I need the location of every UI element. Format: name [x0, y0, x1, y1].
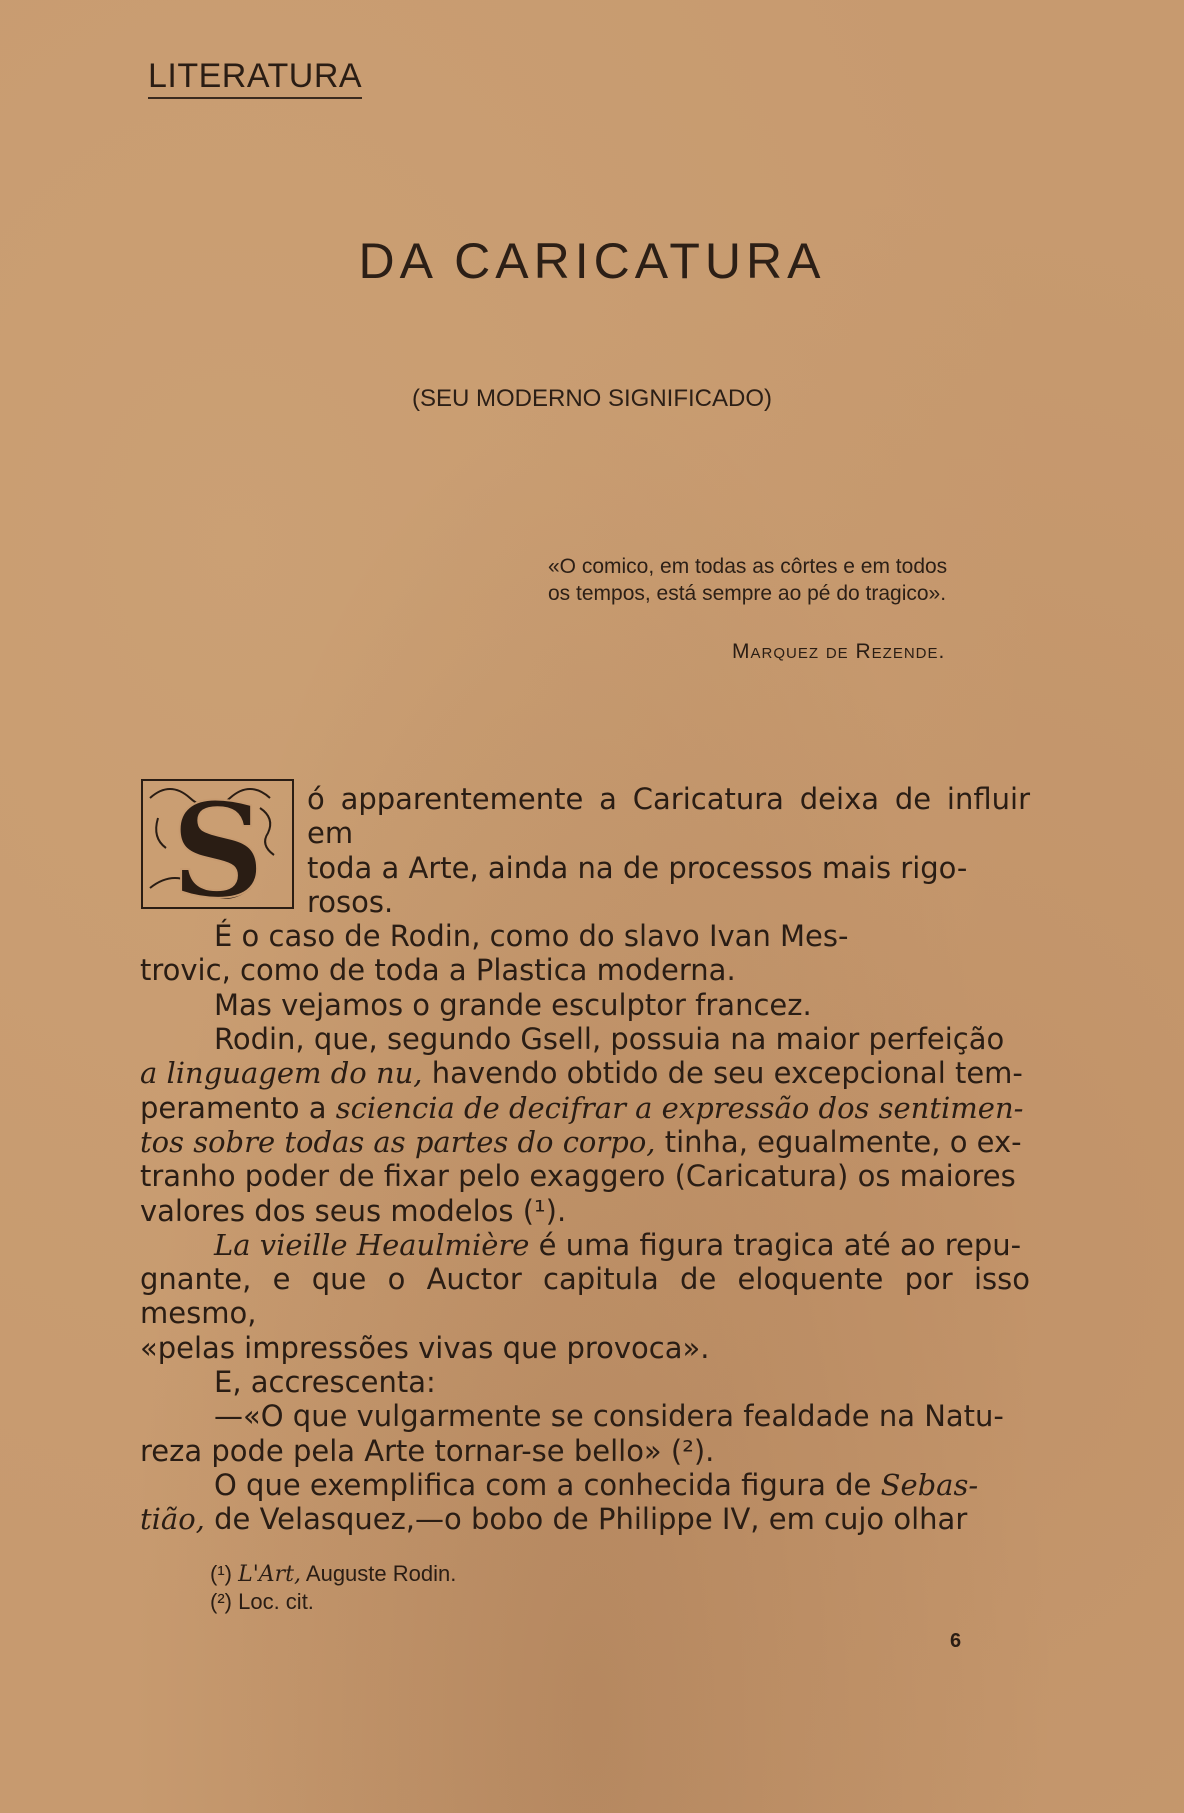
paragraph	[140, 953, 1030, 987]
article-title: DA CARICATURA	[358, 233, 826, 289]
footnote-marker: (¹)	[210, 1561, 232, 1586]
paragraph	[140, 1022, 1030, 1056]
italic-phrase: La vieille Heaulmière	[214, 1227, 530, 1262]
text-line: é uma figura tragica até ao repu-	[529, 1227, 1022, 1262]
epigraph	[548, 553, 1038, 607]
footnote-title: L'Art,	[238, 1562, 302, 1587]
italic-phrase: Sebas-	[880, 1467, 979, 1502]
paragraph	[140, 1434, 1030, 1468]
text-line: O que exemplifica com a conhecida figura de	[214, 1467, 881, 1502]
text-line: E, accrescenta:	[214, 1365, 436, 1400]
text-line: rosos.	[307, 884, 394, 919]
paragraph	[140, 778, 1030, 919]
paragraph	[140, 1331, 1030, 1365]
italic-phrase: tião,	[140, 1502, 205, 1537]
text-line: —«O que vulgarmente se considera fealdade na Natu-	[214, 1399, 1004, 1434]
italic-phrase: a linguagem do nu,	[140, 1056, 423, 1091]
footnotes	[210, 1560, 456, 1615]
text-line: peramento a	[140, 1090, 336, 1125]
section-label: LITERATURA	[148, 58, 362, 99]
paragraph	[140, 1468, 1030, 1502]
italic-phrase: tos sobre todas as partes do corpo,	[140, 1124, 656, 1159]
epigraph-line: «O comico, em todas as côrtes e em todos	[548, 555, 948, 578]
paragraph	[140, 988, 1030, 1022]
text-line: gnante, e que o Auctor capitula de eloquente por isso mesmo,	[140, 1262, 1030, 1331]
text-line: trovic, como de toda a Plastica moderna.	[140, 953, 736, 988]
dropcap-ornament	[140, 778, 295, 910]
text-line: reza pode pela Arte tornar-se bello» (²).	[140, 1433, 715, 1468]
paragraph	[140, 1399, 1030, 1433]
text-line: ó apparentemente a Caricatura deixa de influir em	[307, 782, 1030, 851]
paragraph	[140, 1262, 1030, 1331]
italic-phrase: sciencia de decifrar a expressão dos sentimen-	[335, 1090, 1024, 1125]
paragraph	[140, 1125, 1030, 1159]
text-line: de Velasquez,—o bobo de Philippe IV, em cujo olhar	[204, 1502, 968, 1537]
paragraph	[140, 1502, 1030, 1536]
text-line: É o caso de Rodin, como do slavo Ivan Mes-	[214, 919, 849, 954]
text-line: tranho poder de fixar pelo exaggero (Caricatura) os maiores	[140, 1159, 1016, 1194]
page-number: 6	[950, 1630, 962, 1652]
paragraph	[140, 1365, 1030, 1399]
text-line: Rodin, que, segundo Gsell, possuia na maior perfeição	[214, 1022, 1005, 1057]
paragraph	[140, 1091, 1030, 1125]
dropcap-letter: S	[171, 778, 265, 910]
footnote-text: Auguste Rodin.	[301, 1561, 457, 1586]
paragraph	[140, 1159, 1030, 1193]
epigraph-line: os tempos, está sempre ao pé do tragico».	[548, 582, 947, 605]
paragraph	[140, 1228, 1030, 1262]
text-line: «pelas impressões vivas que provoca».	[140, 1330, 710, 1365]
epigraph-author: Marquez de Rezende.	[732, 640, 946, 663]
footnote-text: Loc. cit.	[238, 1589, 314, 1614]
footnote-marker: (²)	[210, 1589, 232, 1614]
paragraph	[140, 919, 1030, 953]
footnote-1	[210, 1560, 456, 1588]
text-line: toda a Arte, ainda na de processos mais rigo-	[307, 850, 968, 885]
article-subtitle: (SEU MODERNO SIGNIFICADO)	[411, 385, 772, 412]
footnote-2	[210, 1588, 456, 1615]
text-line: valores dos seus modelos (¹).	[140, 1193, 567, 1228]
text-line: tinha, egualmente, o ex-	[655, 1124, 1022, 1159]
paragraph	[140, 1194, 1030, 1228]
text-line: Mas vejamos o grande esculptor francez.	[214, 987, 812, 1022]
article-body	[140, 778, 1030, 1537]
text-line: havendo obtido de seu excepcional tem-	[422, 1056, 1023, 1091]
paragraph	[140, 1056, 1030, 1090]
